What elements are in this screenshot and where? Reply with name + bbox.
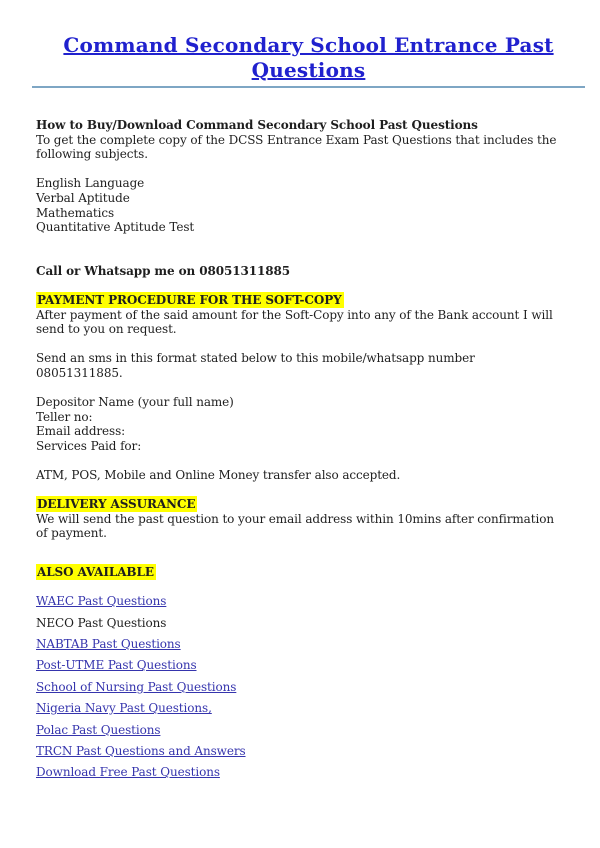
link-row: [36, 744, 561, 759]
sms-field-item: Email address:: [36, 424, 126, 439]
sms-instruction-paragraph: Send an sms in this format stated below to this mobile/whatsapp number 08051311885.: [36, 351, 475, 380]
payment-paragraph: After payment of the said amount for the Soft-Copy into any of the Bank account I will send to you on request.: [36, 307, 553, 337]
link-download-free-past-questions[interactable]: Download Free Past Questions: [36, 765, 220, 780]
how-to-heading: How to Buy/Download Command Secondary School Past Questions: [36, 118, 478, 132]
also-available-links: [36, 594, 561, 780]
link-row: [36, 765, 561, 780]
subjects-list: [36, 176, 561, 234]
intro-paragraph: To get the complete copy of the DCSS Entrance Exam Past Questions that includes the following subjects.: [36, 132, 557, 162]
document-body: [36, 118, 561, 780]
sms-field-item: Depositor Name (your full name): [36, 395, 234, 410]
sms-format-list: [36, 395, 561, 453]
link-polac-past-questions[interactable]: Polac Past Questions: [36, 722, 161, 737]
neco-past-questions-text: NECO Past Questions: [36, 615, 167, 630]
sms-field-item: Services Paid for:: [36, 438, 142, 453]
also-available-heading-row: [36, 565, 561, 580]
link-post-utme-past-questions[interactable]: Post-UTME Past Questions: [36, 658, 197, 673]
link-trcn-past-questions-and-answers[interactable]: TRCN Past Questions and Answers: [36, 743, 246, 758]
link-row: [36, 594, 561, 609]
contact-line: Call or Whatsapp me on 08051311885: [36, 263, 290, 278]
link-nabtab-past-questions[interactable]: NABTAB Past Questions: [36, 637, 181, 651]
also-available-heading: ALSO AVAILABLE: [37, 565, 154, 580]
delivery-paragraph: We will send the past question to your email address within 10mins after confirmation of payment.: [36, 511, 554, 541]
link-nigeria-navy-past-questions[interactable]: Nigeria Navy Past Questions,: [36, 701, 212, 716]
payment-heading: PAYMENT PROCEDURE FOR THE SOFT-COPY: [37, 292, 342, 307]
page-title: Command Secondary School Entrance Past Questions: [63, 33, 554, 82]
link-row: [36, 680, 561, 695]
payment-heading-row: [36, 293, 561, 308]
link-school-of-nursing-past-questions[interactable]: School of Nursing Past Questions: [36, 679, 237, 694]
payment-methods-line: ATM, POS, Mobile and Online Money transfer also accepted.: [36, 468, 401, 483]
link-row: [36, 637, 561, 652]
delivery-heading-row: [36, 497, 561, 512]
link-row: [36, 616, 561, 631]
link-waec-past-questions[interactable]: WAEC Past Questions: [36, 594, 167, 609]
subject-item: Mathematics: [36, 205, 115, 220]
title-block: [32, 33, 585, 88]
link-row: [36, 658, 561, 673]
subject-item: Quantitative Aptitude Test: [36, 220, 195, 235]
subject-item: English Language: [36, 176, 145, 191]
sms-field-item: Teller no:: [36, 409, 93, 424]
delivery-heading: DELIVERY ASSURANCE: [37, 497, 196, 512]
link-row: [36, 701, 561, 716]
subject-item: Verbal Aptitude: [36, 190, 130, 205]
link-row: [36, 723, 561, 738]
